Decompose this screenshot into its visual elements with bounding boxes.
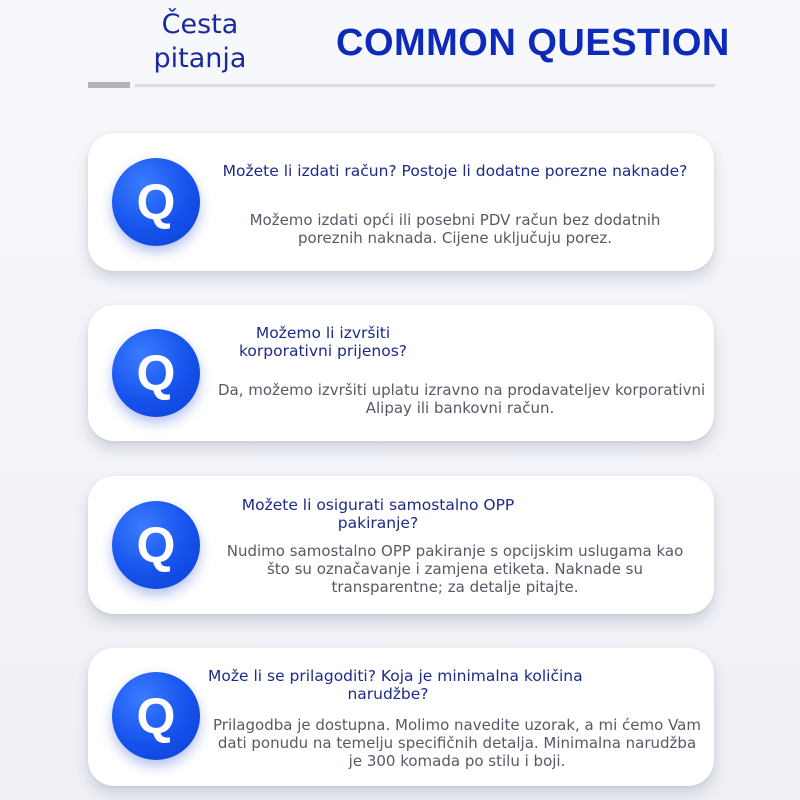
faq-card bbox=[88, 648, 714, 786]
faq-card bbox=[88, 133, 714, 271]
faq-answer-line: Nudimo samostalno OPP pakiranje s opcijskim uslugama kao bbox=[226, 542, 684, 560]
faq-answer-line: Prilagodba je dostupna. Molimo navedite uzorak, a mi ćemo Vam bbox=[213, 716, 701, 734]
faq-answer bbox=[218, 381, 706, 417]
question-icon-letter: Q bbox=[136, 174, 176, 230]
faq-question-line: korporativni prijenos? bbox=[238, 342, 408, 360]
faq-question-line: narudžbe? bbox=[347, 685, 429, 703]
faq-question-line: Možete li izdati račun? Postoje li dodatne porezne naknade? bbox=[222, 162, 688, 180]
page-header bbox=[0, 0, 800, 100]
question-icon bbox=[112, 501, 200, 589]
faq-answer-line: poreznih naknada. Cijene uključuju porez. bbox=[297, 229, 613, 247]
faq-question bbox=[198, 324, 448, 360]
faq-answer-line: što su označavanje i zamjena etiketa. Naknade su bbox=[266, 560, 644, 578]
header-divider-accent bbox=[88, 82, 130, 88]
faq-card bbox=[88, 476, 714, 614]
question-icon bbox=[112, 329, 200, 417]
faq-answer-line: dati ponudu na temelju specifičnih detalja. Minimalna narudžba bbox=[217, 734, 697, 752]
faq-question-line: Možemo li izvršiti bbox=[255, 324, 391, 342]
question-icon bbox=[112, 158, 200, 246]
question-icon-letter: Q bbox=[136, 688, 176, 744]
faq-question bbox=[238, 496, 518, 532]
header-divider bbox=[135, 84, 715, 87]
page-title-local: Česta pitanja bbox=[153, 9, 247, 74]
question-icon-letter: Q bbox=[136, 345, 176, 401]
faq-answer-line: transparentne; za detalje pitajte. bbox=[331, 578, 579, 596]
faq-question bbox=[208, 667, 583, 703]
faq-question-line: Može li se prilagoditi? Koja je minimalna količina bbox=[208, 667, 583, 685]
faq-answer-line: Možemo izdati opći ili posebni PDV račun bez dodatnih bbox=[249, 211, 661, 229]
faq-answer bbox=[218, 542, 692, 596]
faq-answer-line: Alipay ili bankovni račun. bbox=[365, 399, 555, 417]
faq-card bbox=[88, 305, 714, 441]
question-icon-letter: Q bbox=[136, 517, 176, 573]
faq-answer-line: je 300 komada po stilu i boji. bbox=[348, 752, 566, 770]
page-title-main: COMMON QUESTION bbox=[336, 22, 730, 64]
faq-answer bbox=[218, 211, 692, 247]
faq-answer bbox=[212, 716, 702, 770]
faq-question-line: Možete li osigurati samostalno OPP bbox=[241, 496, 515, 514]
faq-answer-line: Da, možemo izvršiti uplatu izravno na prodavateljev korporativni bbox=[218, 381, 706, 399]
question-icon bbox=[112, 672, 200, 760]
faq-question bbox=[218, 162, 692, 180]
faq-question-line: pakiranje? bbox=[337, 514, 419, 532]
